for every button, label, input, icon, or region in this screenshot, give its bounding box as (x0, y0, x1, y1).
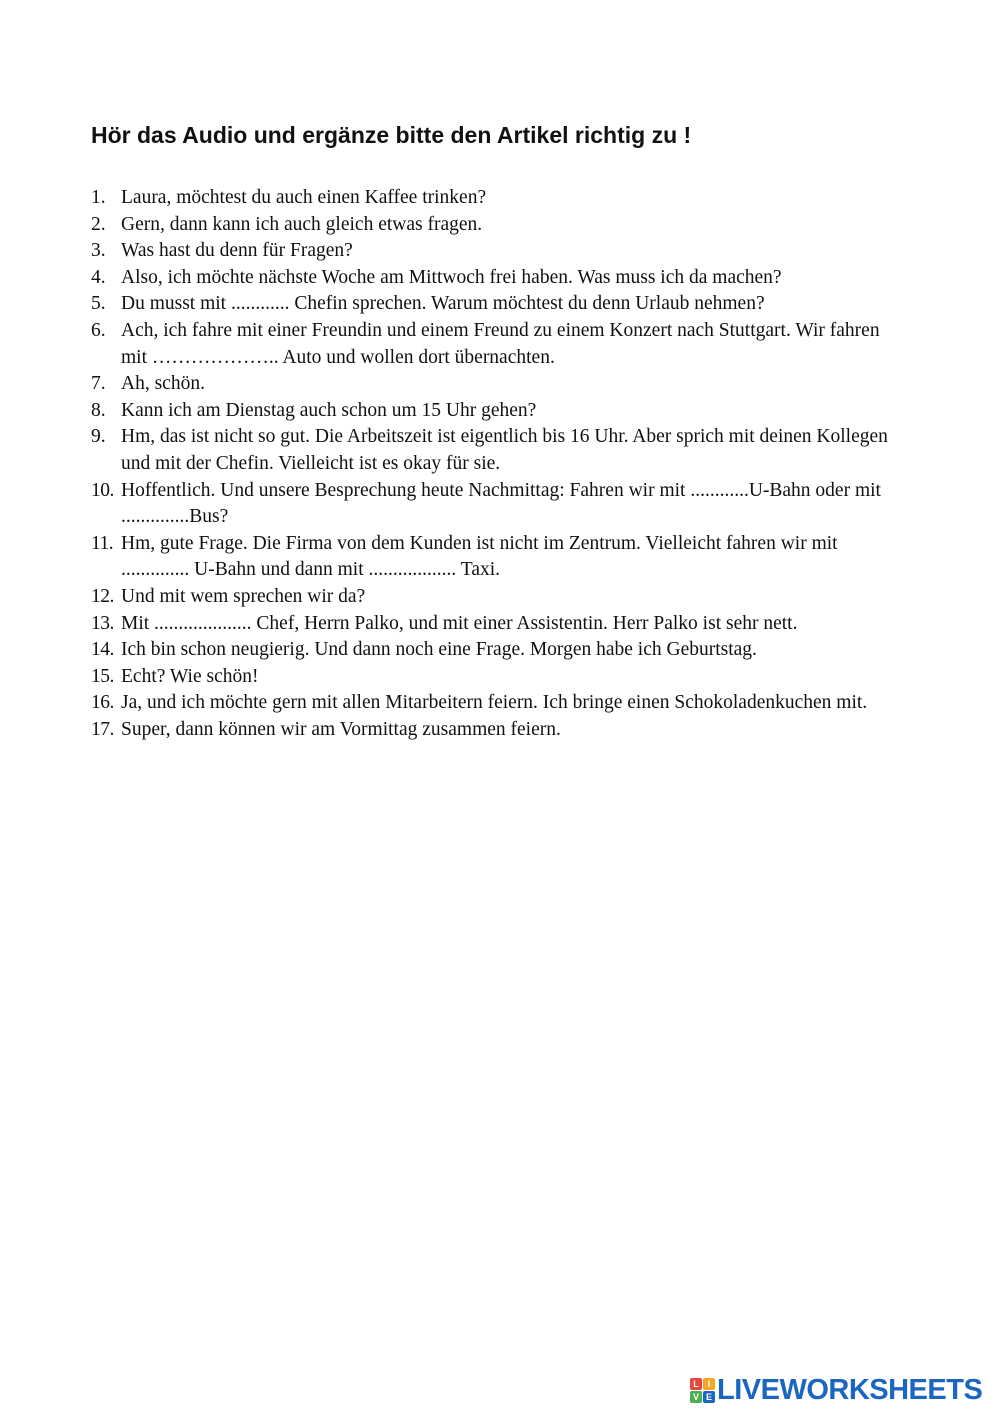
item-number: 14. (91, 639, 114, 661)
item-text: Kann ich am Dienstag auch schon um 15 Uhr gehen? (121, 399, 537, 421)
item-number: 6. (91, 319, 106, 341)
logo-mark-icon (690, 1378, 715, 1403)
item-number: 3. (91, 240, 106, 262)
item-number: 9. (91, 426, 106, 448)
item-number: 8. (91, 399, 106, 421)
item-text: Ja, und ich möchte gern mit allen Mitarbeitern feiern. Ich bringe einen Schokoladenkuchen mit. (121, 692, 868, 714)
list-item (91, 611, 891, 638)
list-item (91, 265, 891, 292)
item-number: 4. (91, 266, 106, 288)
item-number: 15. (91, 665, 114, 687)
item-number: 5. (91, 293, 106, 315)
logo-text: LIVEWORKSHEETS (717, 1374, 983, 1406)
list-item (91, 690, 891, 717)
worksheet-title: Hör das Audio und ergänze bitte den Artikel richtig zu ! (91, 122, 692, 148)
item-text: Also, ich möchte nächste Woche am Mittwoch frei haben. Was muss ich da machen? (121, 266, 782, 288)
list-item (91, 637, 891, 664)
item-number: 13. (91, 612, 114, 634)
logo-letter: E (703, 1391, 715, 1403)
dialogue-list (91, 185, 891, 743)
list-item (91, 717, 891, 744)
list-item (91, 398, 891, 425)
list-item (91, 371, 891, 398)
logo-letter: V (690, 1391, 702, 1403)
liveworksheets-logo (690, 1374, 982, 1407)
item-text: Was hast du denn für Fragen? (121, 240, 353, 262)
item-text: Hm, gute Frage. Die Firma von dem Kunden ist nicht im Zentrum. Vielleicht fahren wir mit .............. U-Bahn und dann mit .................. Taxi. (121, 532, 838, 581)
item-text: Ach, ich fahre mit einer Freundin und einem Freund zu einem Konzert nach Stuttgart. Wir fahren mit ……………….. Auto und wollen dort übernachten. (121, 319, 880, 368)
item-text: Gern, dann kann ich auch gleich etwas fragen. (121, 213, 483, 235)
list-item (91, 424, 891, 477)
list-item (91, 291, 891, 318)
item-text: Und mit wem sprechen wir da? (121, 585, 366, 607)
item-number: 10. (91, 479, 114, 501)
item-text: Du musst mit ............ Chefin sprechen. Warum möchtest du denn Urlaub nehmen? (121, 293, 765, 315)
list-item (91, 238, 891, 265)
item-number: 11. (91, 532, 114, 554)
item-number: 12. (91, 585, 114, 607)
list-item (91, 185, 891, 212)
item-text: Laura, möchtest du auch einen Kaffee trinken? (121, 187, 487, 208)
item-number: 7. (91, 373, 106, 395)
item-text: Super, dann können wir am Vormittag zusammen feiern. (121, 718, 561, 740)
item-text: Ich bin schon neugierig. Und dann noch eine Frage. Morgen habe ich Geburtstag. (121, 639, 757, 661)
list-item (91, 664, 891, 691)
item-number: 17. (91, 718, 114, 740)
list-item (91, 584, 891, 611)
item-number: 1. (91, 187, 106, 208)
list-item (91, 478, 891, 531)
item-text: Ah, schön. (121, 373, 205, 395)
item-text: Hoffentlich. Und unsere Besprechung heute Nachmittag: Fahren wir mit ............U-Bahn oder mit ..............Bus? (121, 479, 881, 528)
logo-letter: I (703, 1378, 715, 1390)
list-item (91, 212, 891, 239)
list-item (91, 531, 891, 584)
item-number: 2. (91, 213, 106, 235)
item-text: Hm, das ist nicht so gut. Die Arbeitszeit ist eigentlich bis 16 Uhr. Aber sprich mit deinen Kollegen und mit der Chefin. Vielleicht ist es okay für sie. (121, 426, 888, 474)
logo-letter: L (690, 1378, 702, 1390)
item-number: 16. (91, 692, 114, 714)
item-text: Mit .................... Chef, Herrn Palko, und mit einer Assistentin. Herr Palko ist sehr nett. (121, 612, 798, 634)
list-item (91, 318, 891, 371)
item-text: Echt? Wie schön! (121, 665, 259, 687)
